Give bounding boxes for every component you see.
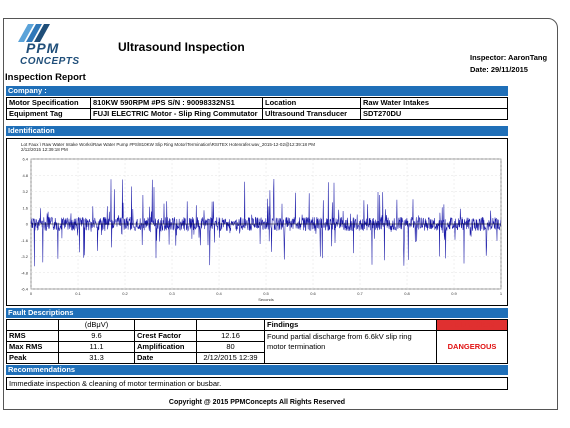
- logo-ppm-text: PPM: [26, 40, 60, 56]
- copyright-footer: Copyright @ 2015 PPMConcepts All Rights Reserved: [168, 399, 346, 406]
- recommendations-section-header: Recommendations: [6, 365, 508, 375]
- table-cell: 810KW 590RPM #PS S/N : 90098332NS1: [91, 98, 263, 109]
- x-axis-label: Seconds: [258, 297, 274, 302]
- y-tick-label: -6.4: [21, 286, 28, 292]
- findings-cell: [265, 331, 437, 364]
- table-cell: RMS: [7, 331, 59, 342]
- y-tick-label: -1.6: [21, 237, 28, 243]
- table-cell: 9.6: [59, 331, 135, 342]
- table-cell: FUJI ELECTRIC Motor - Slip Ring Commutator: [91, 109, 263, 120]
- findings-header: Findings: [265, 320, 437, 331]
- company-section-header: Company :: [6, 86, 508, 96]
- findings-text-line: Found partial discharge from 6.6kV slip ring: [267, 332, 412, 341]
- y-tick-label: 6.4: [22, 156, 28, 162]
- table-cell: [135, 320, 197, 331]
- inspector-name: Inspector: AaronTang: [470, 53, 548, 62]
- y-tick-label: 3.2: [22, 189, 28, 194]
- recommendation-text: Immediate inspection & cleaning of motor termination or busbar.: [6, 377, 508, 390]
- waveform-caption-path: Lot Faux \ Raw Water Intake Works\Raw Water Pump #PS\810KW Slip Ring Motor\Termination\RSITEX Hotenrafer.wav_2015-12-02@12:39:18 PM: [21, 142, 316, 147]
- identification-section-header: Identification: [6, 126, 508, 136]
- table-cell: Max RMS: [7, 342, 59, 353]
- table-row: [7, 98, 508, 109]
- x-tick-label: 0.2: [122, 291, 128, 296]
- table-row: [7, 109, 508, 120]
- x-tick-label: 0.4: [216, 291, 222, 296]
- table-cell: Peak: [7, 353, 59, 364]
- table-cell: Motor Specification: [7, 98, 91, 109]
- waveform-caption-time: 2/12/2015 12:39:18 PM: [21, 147, 68, 152]
- waveform-plot: [6, 138, 508, 306]
- table-cell: 12.16: [197, 331, 265, 342]
- x-tick-label: 0: [29, 291, 33, 296]
- ppm-logo: [10, 22, 82, 68]
- table-cell: SDT270DU: [361, 109, 508, 120]
- inspector-info: [470, 52, 547, 76]
- table-cell: [7, 320, 59, 331]
- inspection-date: Date: 29/11/2015: [470, 65, 528, 74]
- failure-class-value: DANGEROUS: [437, 331, 508, 364]
- x-tick-label: 0.7: [357, 291, 363, 296]
- table-cell: Location: [263, 98, 361, 109]
- table-cell: Date: [135, 353, 197, 364]
- table-cell: Ultrasound Transducer: [263, 109, 361, 120]
- y-tick-label: -3.2: [21, 254, 28, 259]
- table-cell: Equipment Tag: [7, 109, 91, 120]
- y-tick-label: 0: [25, 221, 28, 227]
- x-tick-label: 0.3: [169, 291, 175, 296]
- inspection-report-label: Inspection Report: [5, 72, 86, 83]
- table-cell: 2/12/2015 12:39: [197, 353, 265, 364]
- fault-section-header: Fault Descriptions: [6, 308, 508, 318]
- table-cell: Crest Factor: [135, 331, 197, 342]
- y-tick-label: 1.6: [22, 205, 28, 211]
- x-tick-label: 0.1: [75, 291, 81, 296]
- table-cell: 11.1: [59, 342, 135, 353]
- failure-class-header: Failure Class: [437, 320, 508, 331]
- table-cell: 80: [197, 342, 265, 353]
- x-tick-label: 0.9: [451, 291, 457, 296]
- y-tick-label: 4.8: [22, 172, 28, 178]
- x-tick-label: 0.8: [404, 291, 410, 296]
- logo-concepts-text: CONCEPTS: [20, 56, 80, 67]
- waveform-svg: [7, 139, 507, 305]
- x-tick-label: 0.6: [310, 291, 316, 296]
- company-table: [6, 97, 508, 120]
- table-cell: Amplification: [135, 342, 197, 353]
- findings-text-line: motor termination: [267, 342, 326, 351]
- table-row: [7, 320, 508, 331]
- waveform-caption: [21, 142, 421, 152]
- table-row: [7, 331, 508, 342]
- y-tick-label: -4.8: [21, 270, 28, 276]
- page-title: Ultrasound Inspection: [118, 40, 245, 54]
- x-tick-label: 1: [499, 291, 503, 296]
- x-tick-label: 0.5: [263, 291, 269, 296]
- table-cell: [197, 320, 265, 331]
- table-cell: 31.3: [59, 353, 135, 364]
- table-cell: Raw Water Intakes: [361, 98, 508, 109]
- unit-cell: (dBμV): [59, 320, 135, 331]
- fault-table: [6, 319, 508, 364]
